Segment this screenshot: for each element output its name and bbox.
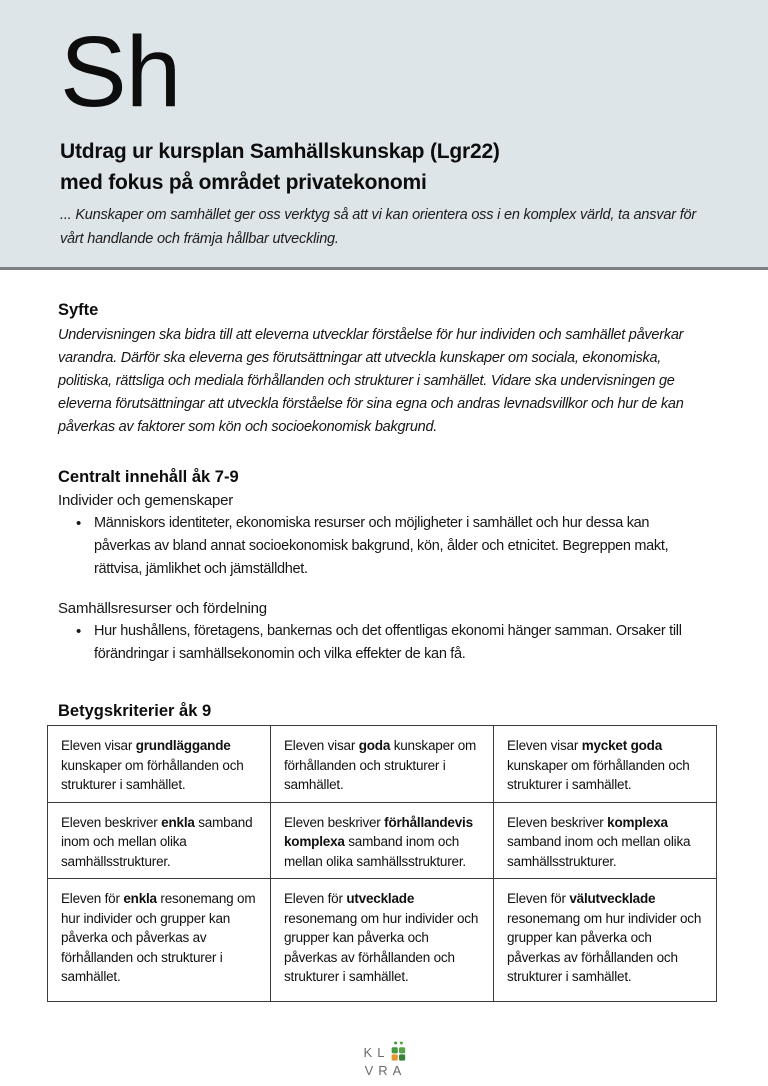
- group-title: Individer och gemenskaper: [58, 492, 234, 509]
- criteria-cell-e-knowledge: Eleven visar grundläggande kunskaper om förhållanden och strukturer i samhället.: [48, 726, 271, 803]
- betyg-heading: Betygskriterier åk 9: [58, 702, 212, 720]
- syfte-paragraph: Undervisningen ska bidra till att eleverna utvecklar förståelse för hur individen och samhället påverkar varandra. Därför ska eleverna ges förutsättningar att utveckla kunskaper om sociala, ekonomiska, politiska, rättsliga och mediala förhållanden och strukturer i samhället. Vidare ska undervisningen ge eleverna förutsättningar att utveckla förståelse för sina egna och andras levnadsvillkor och hur de kan påverkas av faktorer som kön och socioekonomisk bakgrund.: [58, 327, 684, 435]
- curriculum-quote: ... Kunskaper om samhället ger oss verktyg så att vi kan orientera oss i en komplex värld, ta ansvar för vårt handlande och främja hållbar utveckling.: [60, 207, 697, 247]
- footer-logo: [58, 1044, 713, 1079]
- criteria-cell-e-samband: Eleven beskriver enkla samband inom och mellan olika samhällsstrukturer.: [48, 802, 271, 879]
- content-group-individer: [58, 489, 713, 581]
- section-syfte: [58, 299, 713, 439]
- logo-text-vra: VRA: [364, 1062, 407, 1078]
- logo-line-1: [364, 1044, 408, 1061]
- criteria-cell-e-resonemang: Eleven för enkla resonemang om hur individer och grupper kan påverka och påverkas av förhållanden och strukturer i samhället.: [48, 879, 271, 1002]
- subject-code: Sh: [60, 16, 181, 128]
- criteria-cell-a-knowledge: Eleven visar mycket goda kunskaper om förhållanden och strukturer i samhället.: [494, 726, 717, 803]
- clover-icon: [390, 1041, 407, 1061]
- document-title-line-1: Utdrag ur kursplan Samhällskunskap (Lgr22): [60, 140, 500, 163]
- header-section: [0, 0, 768, 270]
- section-betygskriterier: [58, 700, 713, 1002]
- criteria-cell-c-knowledge: Eleven visar goda kunskaper om förhållanden och strukturer i samhället.: [271, 726, 494, 803]
- document-body: [0, 299, 768, 1079]
- bullet-item: • Människors identiteter, ekonomiska resurser och möjligheter i samhället och hur dessa kan påverkas av bland annat socioekonomisk bakgrund, kön, ålder och etnicitet. Begreppen makt, rättvisa, jämlikhet och jämställdhet.: [76, 512, 706, 581]
- content-group-samhallsresurser: [58, 597, 713, 666]
- criteria-cell-c-samband: Eleven beskriver förhållandevis komplexa samband inom och mellan olika samhällsstrukturer.: [271, 802, 494, 879]
- logo-line-2: [365, 1062, 407, 1079]
- logo-text-kl: KL: [363, 1044, 390, 1060]
- criteria-cell-a-resonemang: Eleven för välutvecklade resonemang om hur individer och grupper kan påverka och påverkas av förhållanden och strukturer i samhället.: [494, 879, 717, 1002]
- table-row: [48, 726, 717, 803]
- section-centralt-innehall: [58, 466, 713, 666]
- grading-criteria-table: [47, 725, 717, 1002]
- criteria-cell-a-samband: Eleven beskriver komplexa samband inom och mellan olika samhällsstrukturer.: [494, 802, 717, 879]
- criteria-cell-c-resonemang: Eleven för utvecklade resonemang om hur individer och grupper kan påverka och påverkas av förhållanden och strukturer i samhället.: [271, 879, 494, 1002]
- syfte-heading: Syfte: [58, 301, 99, 319]
- table-row: [48, 802, 717, 879]
- group-title: Samhällsresurser och fördelning: [58, 600, 267, 617]
- table-row: [48, 879, 717, 1002]
- document-title-line-2: med fokus på området privatekonomi: [60, 171, 427, 194]
- centralt-heading: Centralt innehåll åk 7-9: [58, 468, 239, 486]
- bullet-item: • Hur hushållens, företagens, bankernas och det offentligas ekonomi hänger samman. Orsaker till förändringar i samhällsekonomin och vilka effekter de kan få.: [76, 620, 706, 666]
- bullet-list: [58, 512, 706, 581]
- bullet-list: [58, 620, 706, 666]
- document-title: [60, 136, 713, 198]
